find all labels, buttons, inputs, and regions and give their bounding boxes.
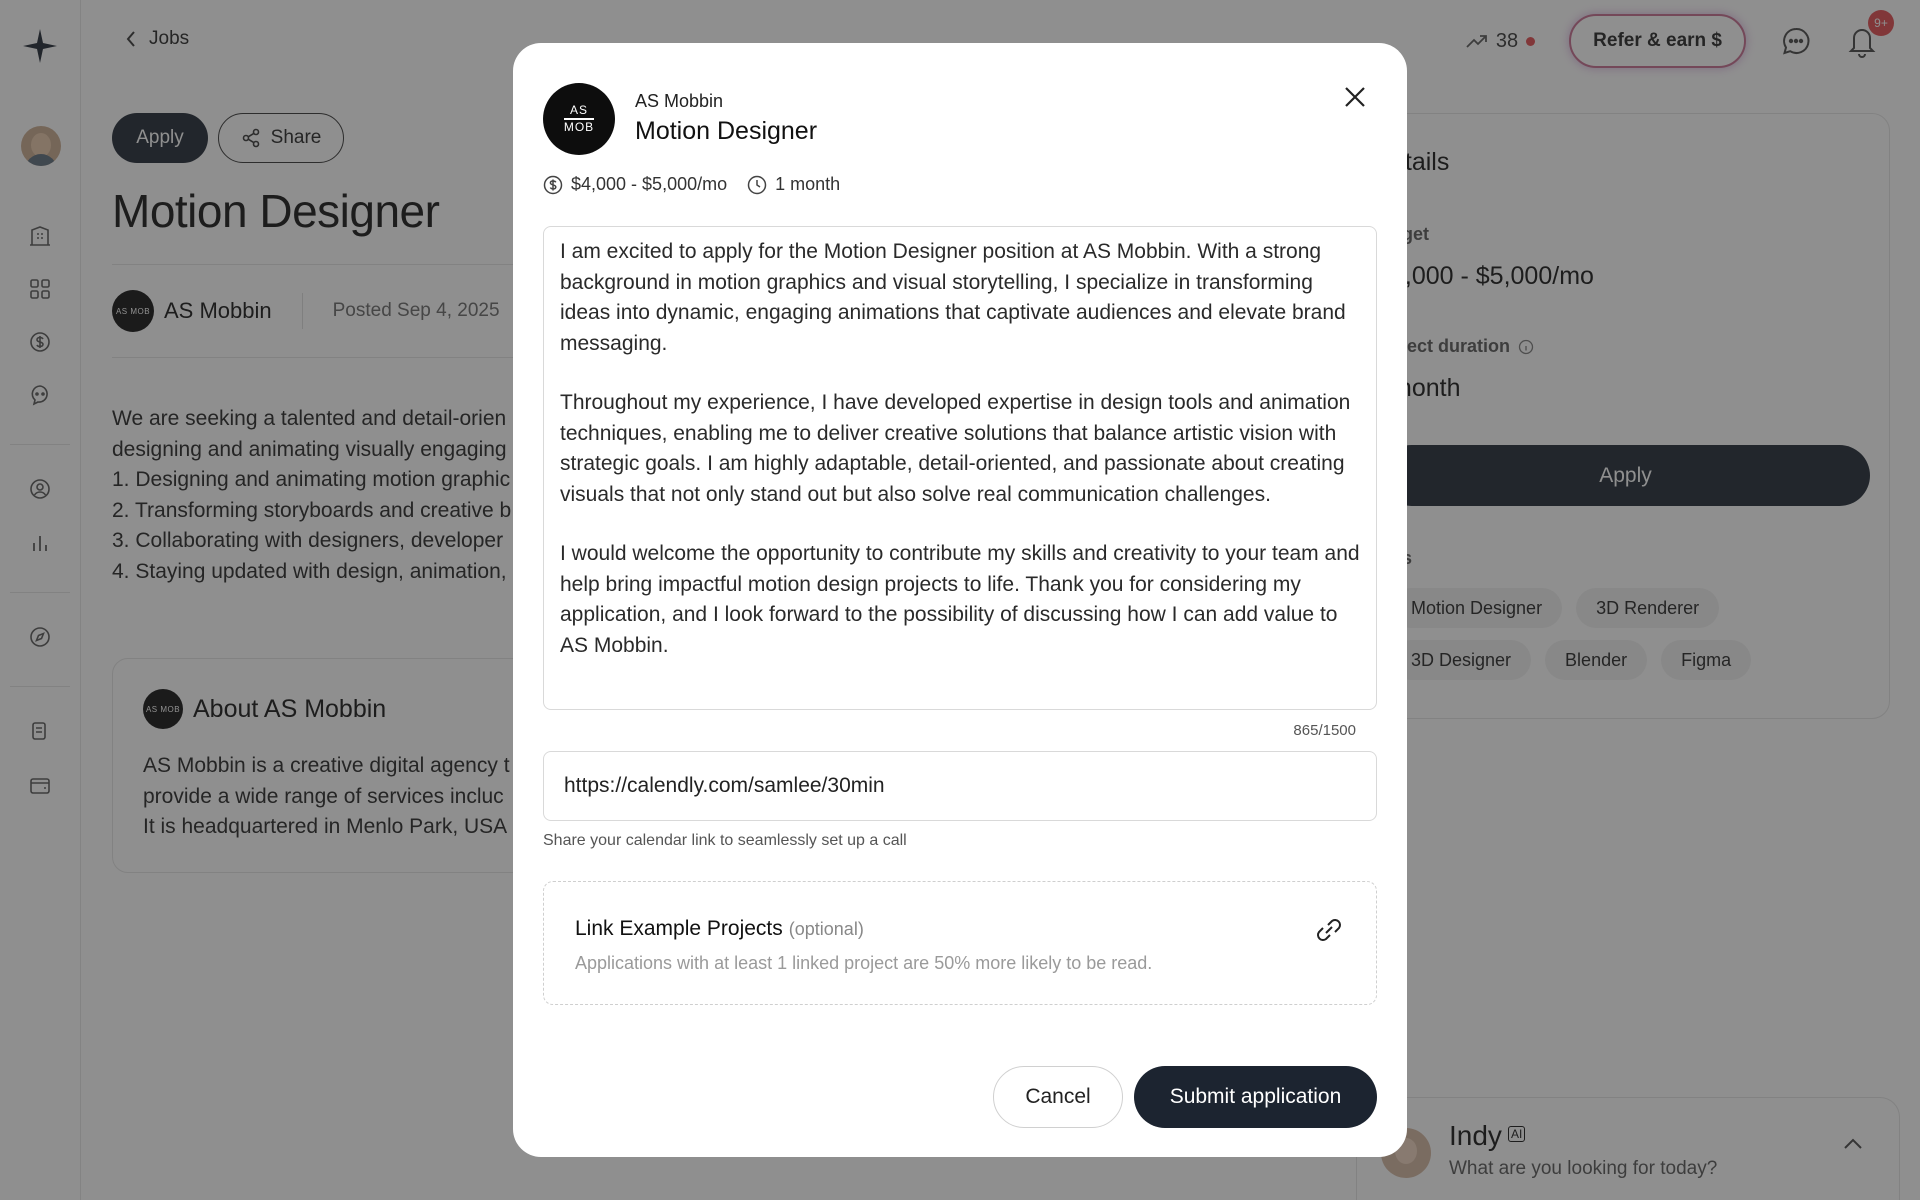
calendar-link-hint: Share your calendar link to seamlessly set up a call — [543, 832, 907, 849]
cover-letter-paragraph: Throughout my experience, I have developed expertise in design tools and animation techniques, enabling me to deliver creative solutions that balance artistic vision with strategic goals. I am highly adaptable, detail-oriented, and passionate about creating visuals that not only stand out but also solve real communication challenges. — [560, 391, 1351, 506]
modal-company-logo — [543, 83, 615, 155]
modal-job-meta — [543, 174, 860, 195]
modal-budget: $4,000 - $5,000/mo — [571, 174, 728, 194]
cover-letter-textarea[interactable] — [543, 226, 1377, 710]
link-chain-icon[interactable] — [1312, 913, 1346, 947]
modal-job-title: Motion Designer — [635, 117, 818, 145]
close-icon — [1343, 85, 1367, 109]
character-count: 865/1500 — [1293, 722, 1356, 739]
submit-application-button[interactable]: Submit application — [1134, 1066, 1377, 1128]
logo-text-bottom: MOB — [563, 119, 595, 134]
optional-label: (optional) — [788, 919, 864, 939]
link-projects-subtitle: Applications with at least 1 linked project are 50% more likely to be read. — [575, 953, 1153, 973]
application-modal — [513, 43, 1407, 1157]
clock-icon — [747, 175, 767, 195]
calendar-link-input[interactable]: https://calendly.com/samlee/30min — [543, 751, 1377, 821]
modal-company-name: AS Mobbin — [635, 91, 724, 111]
modal-duration: 1 month — [775, 174, 841, 194]
link-projects-dropzone[interactable] — [543, 881, 1377, 1005]
close-button[interactable] — [1335, 77, 1375, 117]
cancel-button[interactable]: Cancel — [993, 1066, 1123, 1128]
link-projects-title: Link Example Projects — [575, 917, 783, 940]
link-projects-title-row — [575, 917, 864, 941]
cover-letter-paragraph: I am excited to apply for the Motion Designer position at AS Mobbin. With a strong background in motion graphics and visual storytelling, I specialize in transforming ideas into dynamic, engaging animations that captivate audiences and elevate brand messaging. — [560, 240, 1346, 355]
dollar-circle-icon — [543, 175, 563, 195]
logo-text-top: AS — [569, 103, 588, 118]
cover-letter-paragraph: I would welcome the opportunity to contribute my skills and creativity to your team and help bring impactful motion design projects to life. Thank you for considering my application, and I look forward to the possibility of discussing how I can add value to AS Mobbin. — [560, 542, 1360, 657]
